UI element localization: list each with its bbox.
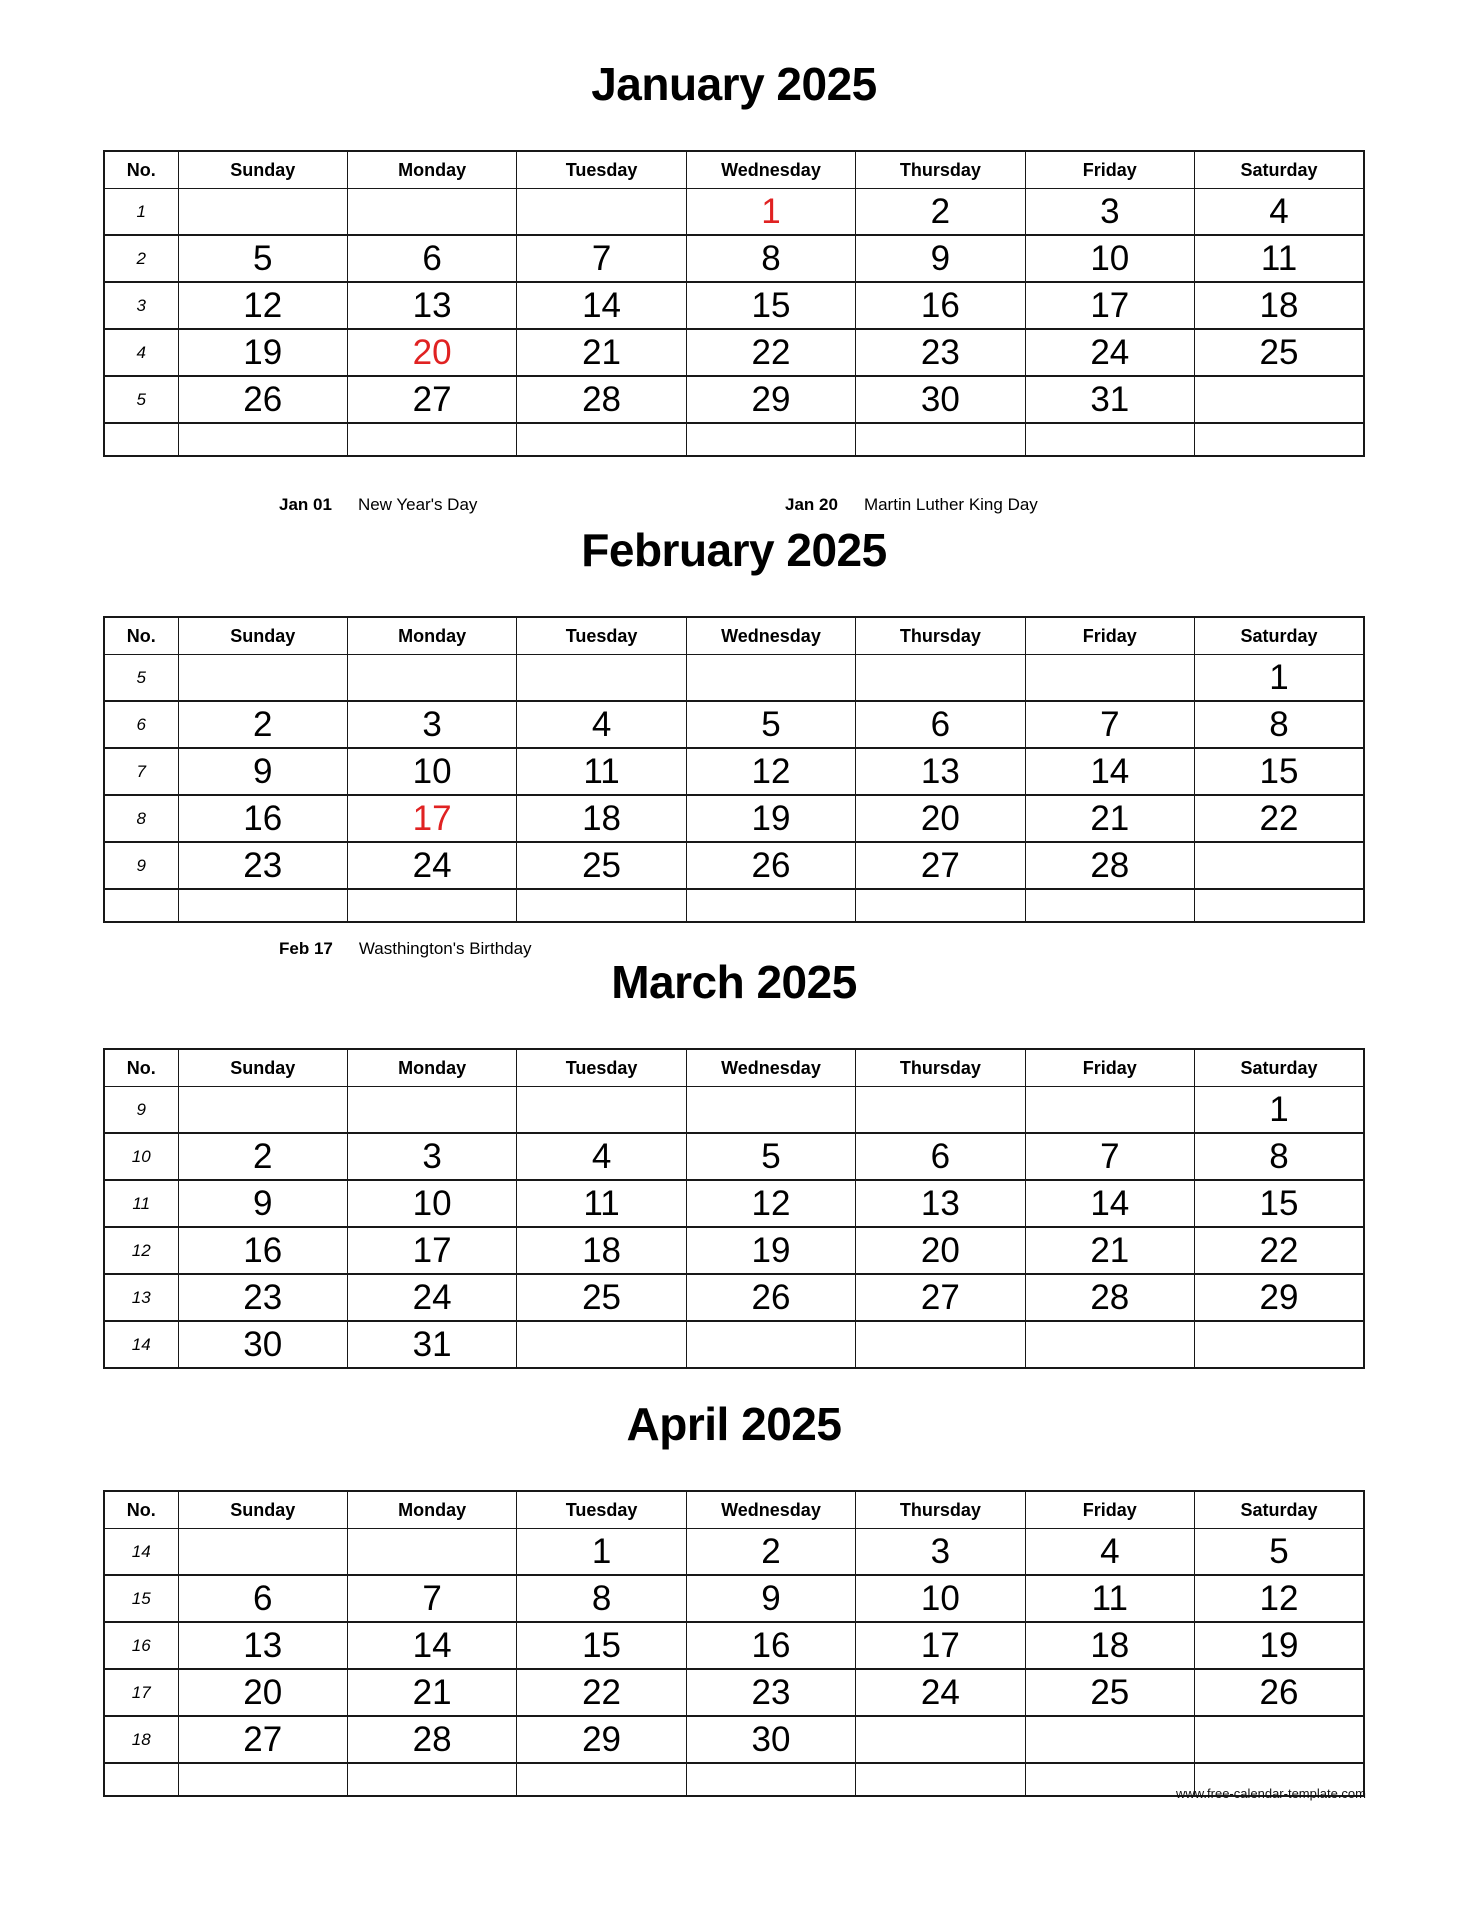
day-cell: [517, 889, 686, 922]
week-row: [104, 376, 1364, 423]
day-cell: [686, 1321, 855, 1368]
week-number-cell: 2: [104, 235, 178, 282]
day-cell: 29: [686, 376, 855, 423]
day-cell: 14: [1025, 748, 1194, 795]
day-cell: [517, 1087, 686, 1134]
day-cell: 31: [1025, 376, 1194, 423]
day-cell: 15: [686, 282, 855, 329]
day-cell: 30: [856, 376, 1025, 423]
day-cell: 10: [347, 1180, 516, 1227]
day-cell: 1: [517, 1529, 686, 1576]
week-row: [104, 1087, 1364, 1134]
day-cell: 23: [178, 842, 347, 889]
week-row: [104, 1716, 1364, 1763]
week-row: [104, 189, 1364, 236]
day-cell: 28: [517, 376, 686, 423]
weekday-header-sunday: Sunday: [178, 617, 347, 655]
day-cell: 7: [517, 235, 686, 282]
week-row: [104, 1133, 1364, 1180]
weekday-header-row: [104, 1491, 1364, 1529]
day-cell: [347, 889, 516, 922]
day-cell: 26: [686, 842, 855, 889]
weekday-header-saturday: Saturday: [1195, 617, 1364, 655]
holiday-date: Jan 20: [785, 495, 838, 514]
weekday-header-tuesday: Tuesday: [517, 1491, 686, 1529]
month-february: [103, 524, 1365, 963]
weekday-header-tuesday: Tuesday: [517, 1049, 686, 1087]
empty-week-row: [104, 423, 1364, 456]
day-cell: 4: [1025, 1529, 1194, 1576]
day-cell: 11: [517, 748, 686, 795]
weekday-header-row: [104, 1049, 1364, 1087]
day-cell: 27: [178, 1716, 347, 1763]
day-cell: 21: [347, 1669, 516, 1716]
day-cell: 28: [1025, 1274, 1194, 1321]
day-cell: [347, 1763, 516, 1796]
weekday-header-monday: Monday: [347, 151, 516, 189]
week-row: [104, 282, 1364, 329]
day-cell: 19: [1195, 1622, 1364, 1669]
day-cell: 4: [517, 1133, 686, 1180]
week-row: [104, 655, 1364, 702]
day-cell: [347, 1087, 516, 1134]
day-cell: 12: [686, 1180, 855, 1227]
day-cell: [1195, 842, 1364, 889]
day-cell: 15: [1195, 748, 1364, 795]
holiday-entry: [279, 495, 785, 515]
day-cell: 3: [1025, 189, 1194, 236]
day-cell: 25: [517, 842, 686, 889]
day-cell: 3: [347, 701, 516, 748]
holiday-name: Martin Luther King Day: [863, 495, 1038, 514]
day-cell: [856, 655, 1025, 702]
day-cell: 29: [1195, 1274, 1364, 1321]
day-cell: [686, 423, 855, 456]
weekday-header-no: No.: [104, 617, 178, 655]
day-cell: 6: [856, 1133, 1025, 1180]
day-cell: [178, 1529, 347, 1576]
week-number-cell: 18: [104, 1716, 178, 1763]
day-cell: 16: [856, 282, 1025, 329]
day-cell: [1195, 376, 1364, 423]
holiday-date: Feb 17: [279, 939, 333, 958]
day-cell: 18: [517, 795, 686, 842]
day-cell: [347, 189, 516, 236]
day-cell: [1195, 1716, 1364, 1763]
week-number-cell: 7: [104, 748, 178, 795]
week-row: [104, 1575, 1364, 1622]
month-title: January 2025: [591, 58, 877, 110]
holiday-entry: [785, 495, 1038, 515]
week-number-cell: 6: [104, 701, 178, 748]
holiday-row: [103, 495, 1365, 519]
week-row: [104, 1669, 1364, 1716]
day-cell: [178, 423, 347, 456]
day-cell: 12: [686, 748, 855, 795]
week-row: [104, 1321, 1364, 1368]
day-cell: 9: [856, 235, 1025, 282]
weekday-header-thursday: Thursday: [856, 617, 1025, 655]
day-cell: 20: [856, 1227, 1025, 1274]
holiday-day-cell: 17: [347, 795, 516, 842]
weekday-header-no: No.: [104, 1049, 178, 1087]
weekday-header-wednesday: Wednesday: [686, 151, 855, 189]
weekday-header-wednesday: Wednesday: [686, 1491, 855, 1529]
day-cell: [686, 1087, 855, 1134]
month-title: February 2025: [581, 524, 887, 576]
day-cell: 4: [1195, 189, 1364, 236]
day-cell: [517, 189, 686, 236]
weekday-header-saturday: Saturday: [1195, 1491, 1364, 1529]
weekday-header-sunday: Sunday: [178, 151, 347, 189]
day-cell: 5: [1195, 1529, 1364, 1576]
day-cell: 11: [1195, 235, 1364, 282]
week-number-cell: 17: [104, 1669, 178, 1716]
day-cell: [686, 655, 855, 702]
week-row: [104, 842, 1364, 889]
day-cell: [856, 1763, 1025, 1796]
week-number-cell: [104, 423, 178, 456]
weekday-header-sunday: Sunday: [178, 1049, 347, 1087]
day-cell: 13: [856, 748, 1025, 795]
week-row: [104, 1180, 1364, 1227]
week-number-cell: 13: [104, 1274, 178, 1321]
day-cell: [1025, 1087, 1194, 1134]
calendar-table: [103, 1490, 1365, 1797]
day-cell: 16: [178, 795, 347, 842]
day-cell: 2: [686, 1529, 855, 1576]
weekday-header-thursday: Thursday: [856, 1049, 1025, 1087]
day-cell: [856, 1716, 1025, 1763]
website-footer: www.free-calendar-template.com: [1175, 1786, 1366, 1801]
week-row: [104, 701, 1364, 748]
week-number-cell: 9: [104, 1087, 178, 1134]
day-cell: 26: [178, 376, 347, 423]
week-number-cell: 10: [104, 1133, 178, 1180]
day-cell: [1195, 423, 1364, 456]
weekday-header-row: [104, 151, 1364, 189]
day-cell: [856, 1087, 1025, 1134]
day-cell: 19: [686, 1227, 855, 1274]
day-cell: [347, 423, 516, 456]
day-cell: 13: [347, 282, 516, 329]
day-cell: 17: [347, 1227, 516, 1274]
day-cell: [1025, 655, 1194, 702]
day-cell: 3: [856, 1529, 1025, 1576]
day-cell: 17: [856, 1622, 1025, 1669]
calendar-table: [103, 150, 1365, 457]
day-cell: 6: [347, 235, 516, 282]
holiday-name: New Year's Day: [357, 495, 478, 514]
holiday-date: Jan 01: [279, 495, 332, 514]
week-number-cell: 4: [104, 329, 178, 376]
day-cell: 2: [178, 701, 347, 748]
weekday-header-monday: Monday: [347, 1491, 516, 1529]
day-cell: 24: [856, 1669, 1025, 1716]
week-row: [104, 1227, 1364, 1274]
day-cell: [517, 423, 686, 456]
holiday-day-cell: 20: [347, 329, 516, 376]
weekday-header-no: No.: [104, 1491, 178, 1529]
day-cell: 5: [686, 701, 855, 748]
day-cell: 9: [178, 748, 347, 795]
weekday-header-monday: Monday: [347, 617, 516, 655]
day-cell: [178, 189, 347, 236]
day-cell: 9: [686, 1575, 855, 1622]
weekday-header-row: [104, 617, 1364, 655]
weekday-header-monday: Monday: [347, 1049, 516, 1087]
day-cell: 1: [1195, 655, 1364, 702]
day-cell: [347, 655, 516, 702]
day-cell: 13: [856, 1180, 1025, 1227]
month-january: [103, 58, 1365, 519]
day-cell: 30: [178, 1321, 347, 1368]
day-cell: [856, 423, 1025, 456]
day-cell: 10: [347, 748, 516, 795]
day-cell: 8: [1195, 701, 1364, 748]
week-number-cell: 5: [104, 655, 178, 702]
day-cell: 21: [1025, 1227, 1194, 1274]
week-row: [104, 1622, 1364, 1669]
day-cell: 5: [178, 235, 347, 282]
day-cell: 26: [1195, 1669, 1364, 1716]
holiday-name: Wasthington's Birthday: [358, 939, 532, 958]
day-cell: [517, 1763, 686, 1796]
day-cell: 22: [517, 1669, 686, 1716]
day-cell: 19: [686, 795, 855, 842]
week-number-cell: 8: [104, 795, 178, 842]
day-cell: 3: [347, 1133, 516, 1180]
day-cell: [178, 889, 347, 922]
day-cell: 6: [856, 701, 1025, 748]
day-cell: 2: [178, 1133, 347, 1180]
week-number-cell: 3: [104, 282, 178, 329]
day-cell: 31: [347, 1321, 516, 1368]
weekday-header-friday: Friday: [1025, 617, 1194, 655]
empty-week-row: [104, 889, 1364, 922]
day-cell: 7: [1025, 701, 1194, 748]
weekday-header-saturday: Saturday: [1195, 1049, 1364, 1087]
month-march: [103, 956, 1365, 1369]
day-cell: 23: [686, 1669, 855, 1716]
holiday-day-cell: 1: [686, 189, 855, 236]
day-cell: 22: [1195, 1227, 1364, 1274]
weekday-header-friday: Friday: [1025, 151, 1194, 189]
day-cell: 14: [517, 282, 686, 329]
month-title: April 2025: [626, 1398, 842, 1450]
day-cell: 28: [1025, 842, 1194, 889]
day-cell: 27: [856, 842, 1025, 889]
day-cell: 20: [856, 795, 1025, 842]
day-cell: [517, 655, 686, 702]
day-cell: [517, 1321, 686, 1368]
day-cell: [178, 655, 347, 702]
day-cell: 14: [347, 1622, 516, 1669]
day-cell: 20: [178, 1669, 347, 1716]
day-cell: 24: [1025, 329, 1194, 376]
weekday-header-wednesday: Wednesday: [686, 1049, 855, 1087]
day-cell: 7: [1025, 1133, 1194, 1180]
day-cell: 8: [686, 235, 855, 282]
week-number-cell: 14: [104, 1321, 178, 1368]
day-cell: 23: [856, 329, 1025, 376]
day-cell: [1025, 1321, 1194, 1368]
day-cell: [178, 1763, 347, 1796]
week-number-cell: [104, 1763, 178, 1796]
weekday-header-no: No.: [104, 151, 178, 189]
day-cell: 25: [517, 1274, 686, 1321]
calendar-table: [103, 616, 1365, 923]
weekday-header-wednesday: Wednesday: [686, 617, 855, 655]
weekday-header-sunday: Sunday: [178, 1491, 347, 1529]
day-cell: 22: [1195, 795, 1364, 842]
week-row: [104, 329, 1364, 376]
day-cell: [1025, 1716, 1194, 1763]
week-number-cell: 12: [104, 1227, 178, 1274]
day-cell: [1025, 423, 1194, 456]
week-number-cell: [104, 889, 178, 922]
week-number-cell: 15: [104, 1575, 178, 1622]
day-cell: [686, 1763, 855, 1796]
day-cell: 1: [1195, 1087, 1364, 1134]
day-cell: 11: [1025, 1575, 1194, 1622]
day-cell: [1025, 1763, 1194, 1796]
day-cell: 12: [178, 282, 347, 329]
day-cell: 27: [856, 1274, 1025, 1321]
weekday-header-friday: Friday: [1025, 1049, 1194, 1087]
calendar-table: [103, 1048, 1365, 1369]
weekday-header-thursday: Thursday: [856, 1491, 1025, 1529]
week-row: [104, 1274, 1364, 1321]
day-cell: 16: [178, 1227, 347, 1274]
day-cell: 17: [1025, 282, 1194, 329]
day-cell: 13: [178, 1622, 347, 1669]
day-cell: [856, 1321, 1025, 1368]
weekday-header-thursday: Thursday: [856, 151, 1025, 189]
week-number-cell: 16: [104, 1622, 178, 1669]
month-title: March 2025: [611, 956, 857, 1008]
day-cell: 12: [1195, 1575, 1364, 1622]
day-cell: 19: [178, 329, 347, 376]
day-cell: [178, 1087, 347, 1134]
weekday-header-tuesday: Tuesday: [517, 151, 686, 189]
week-number-cell: 9: [104, 842, 178, 889]
week-row: [104, 1529, 1364, 1576]
day-cell: 25: [1025, 1669, 1194, 1716]
day-cell: 27: [347, 376, 516, 423]
day-cell: 16: [686, 1622, 855, 1669]
day-cell: [1025, 889, 1194, 922]
day-cell: 8: [1195, 1133, 1364, 1180]
day-cell: [1195, 889, 1364, 922]
day-cell: 29: [517, 1716, 686, 1763]
day-cell: 14: [1025, 1180, 1194, 1227]
weekday-header-saturday: Saturday: [1195, 151, 1364, 189]
day-cell: 10: [1025, 235, 1194, 282]
day-cell: 18: [1195, 282, 1364, 329]
day-cell: 8: [517, 1575, 686, 1622]
day-cell: 7: [347, 1575, 516, 1622]
day-cell: 28: [347, 1716, 516, 1763]
weekday-header-friday: Friday: [1025, 1491, 1194, 1529]
day-cell: 22: [686, 329, 855, 376]
day-cell: 24: [347, 1274, 516, 1321]
day-cell: [686, 889, 855, 922]
day-cell: 21: [1025, 795, 1194, 842]
day-cell: 6: [178, 1575, 347, 1622]
day-cell: [1195, 1321, 1364, 1368]
day-cell: 10: [856, 1575, 1025, 1622]
day-cell: 24: [347, 842, 516, 889]
week-row: [104, 748, 1364, 795]
day-cell: 21: [517, 329, 686, 376]
day-cell: 11: [517, 1180, 686, 1227]
day-cell: 9: [178, 1180, 347, 1227]
week-row: [104, 795, 1364, 842]
day-cell: 15: [1195, 1180, 1364, 1227]
week-row: [104, 235, 1364, 282]
day-cell: 18: [517, 1227, 686, 1274]
day-cell: 26: [686, 1274, 855, 1321]
week-number-cell: 11: [104, 1180, 178, 1227]
week-number-cell: 5: [104, 376, 178, 423]
day-cell: 2: [856, 189, 1025, 236]
day-cell: 18: [1025, 1622, 1194, 1669]
day-cell: 23: [178, 1274, 347, 1321]
day-cell: 25: [1195, 329, 1364, 376]
day-cell: [856, 889, 1025, 922]
day-cell: [347, 1529, 516, 1576]
day-cell: 30: [686, 1716, 855, 1763]
week-number-cell: 14: [104, 1529, 178, 1576]
weekday-header-tuesday: Tuesday: [517, 617, 686, 655]
month-april: [103, 1398, 1365, 1797]
week-number-cell: 1: [104, 189, 178, 236]
day-cell: 15: [517, 1622, 686, 1669]
day-cell: 5: [686, 1133, 855, 1180]
day-cell: 4: [517, 701, 686, 748]
